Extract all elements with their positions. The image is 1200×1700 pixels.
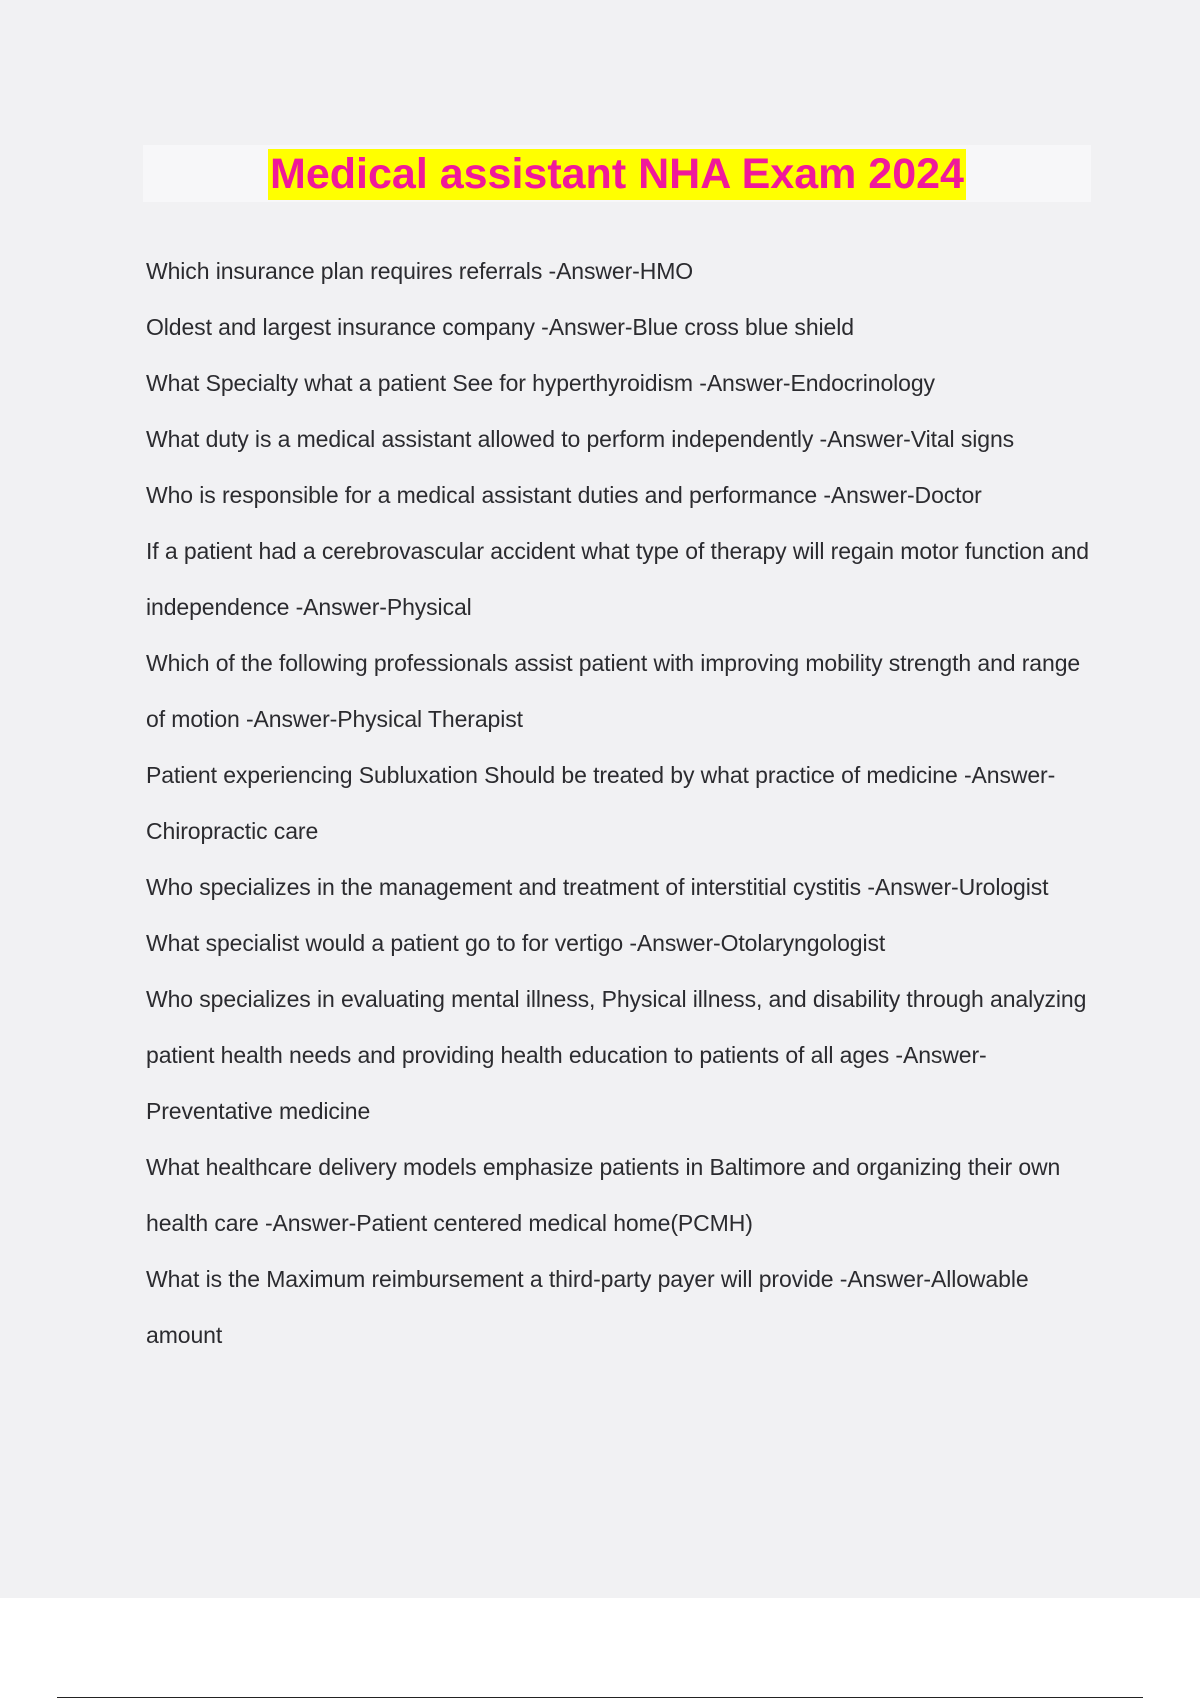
qa-item: Who specializes in evaluating mental illness, Physical illness, and disability through analyzing patient health needs and providing health education to patients of all ages -Answer-Preventative medicine (146, 986, 1087, 1124)
qa-item: What healthcare delivery models emphasize patients in Baltimore and organizing their own health care -Answer-Patient centered medical home(PCMH) (146, 1154, 1061, 1236)
title-band (143, 145, 1091, 202)
qa-list (146, 243, 1096, 1363)
qa-item: What specialist would a patient go to for vertigo -Answer-Otolaryngologist (146, 930, 886, 956)
qa-item: Which insurance plan requires referrals -Answer-HMO (146, 258, 694, 284)
qa-item: Which of the following professionals assist patient with improving mobility strength and range of motion -Answer-Physical Therapist (146, 650, 1081, 732)
qa-item: What Specialty what a patient See for hyperthyroidism -Answer-Endocrinology (146, 370, 935, 396)
qa-item: What duty is a medical assistant allowed to perform independently -Answer-Vital signs (146, 426, 1015, 452)
qa-item: If a patient had a cerebrovascular accident what type of therapy will regain motor function and independence -Answer-Physical (146, 538, 1089, 620)
qa-item: Patient experiencing Subluxation Should be treated by what practice of medicine -Answer-Chiropractic care (146, 762, 1056, 844)
footer-divider (57, 1697, 1143, 1698)
qa-item: Who is responsible for a medical assistant duties and performance -Answer-Doctor (146, 482, 982, 508)
qa-item: Oldest and largest insurance company -Answer-Blue cross blue shield (146, 314, 854, 340)
qa-item: What is the Maximum reimbursement a third-party payer will provide -Answer-Allowable amount (146, 1266, 1029, 1348)
document-title: Medical assistant NHA Exam 2024 (270, 150, 964, 198)
qa-item: Who specializes in the management and treatment of interstitial cystitis -Answer-Urologist (146, 874, 1049, 900)
